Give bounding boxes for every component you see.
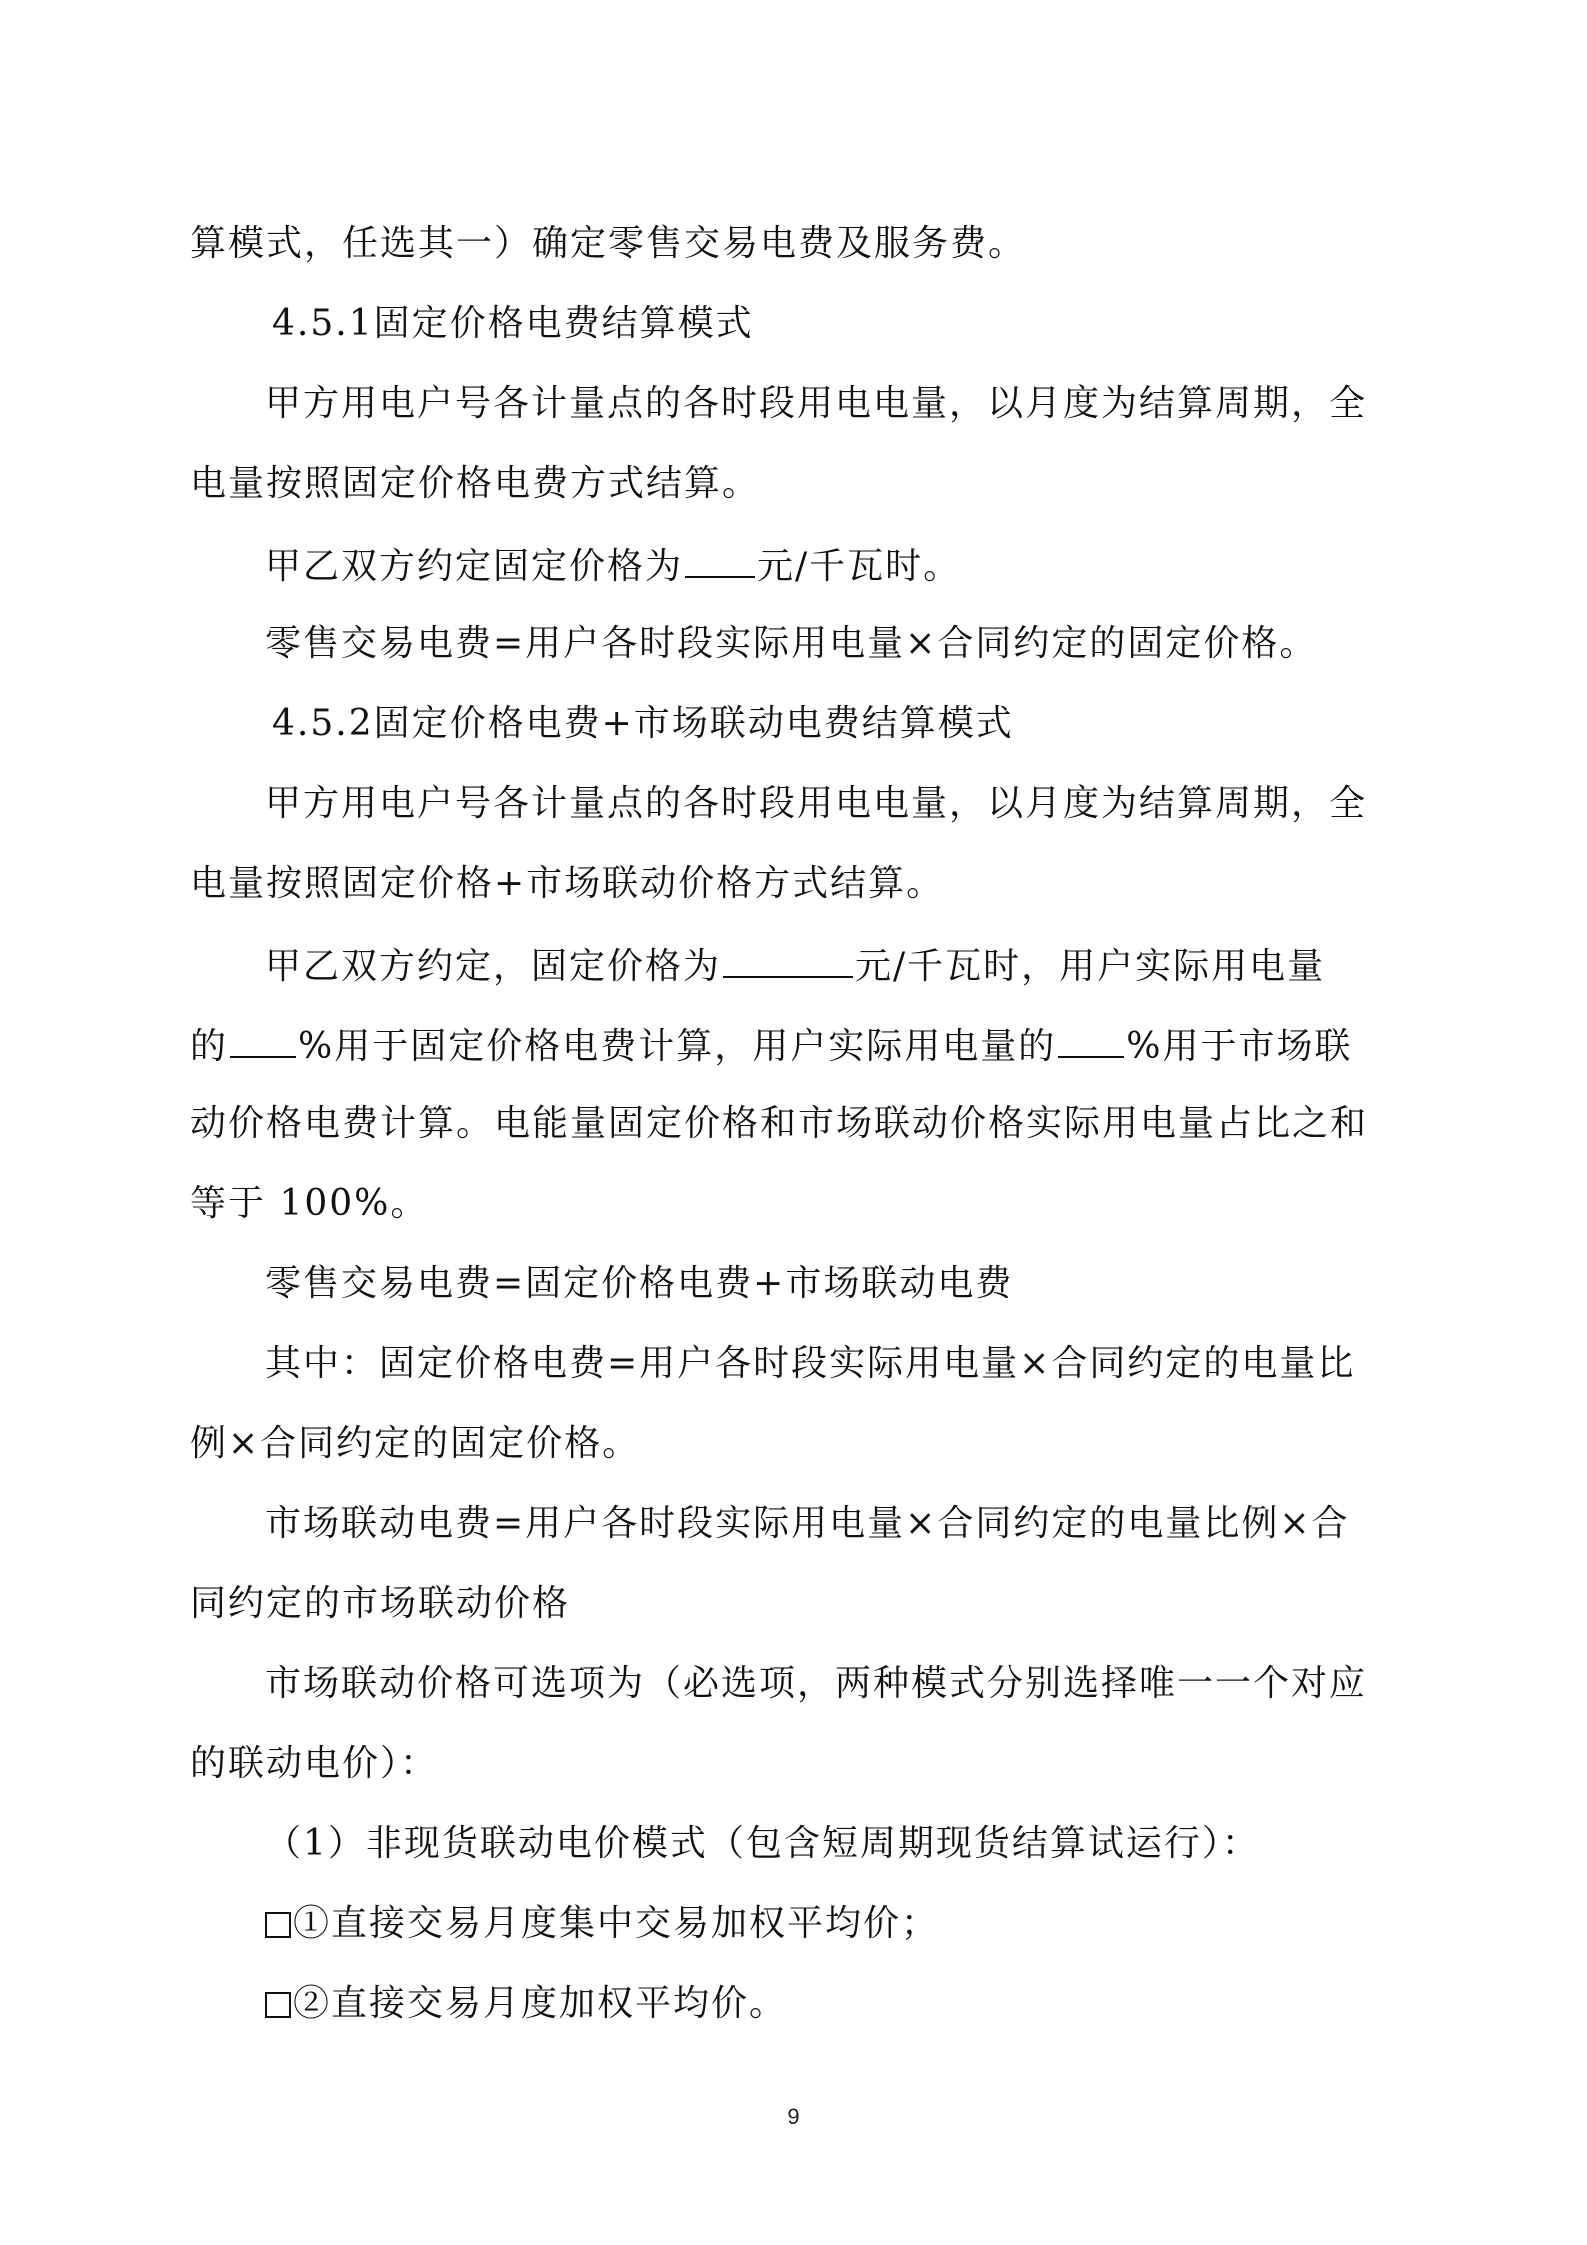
text-line: 同约定的市场联动价格 <box>190 1583 571 1624</box>
fixed-price-line <box>265 540 1485 591</box>
text-segment: 元/千瓦时。 <box>757 546 962 587</box>
fixed-price-blank[interactable] <box>685 540 755 578</box>
text-line: 甲方用电户号各计量点的各时段用电电量，以月度为结算周期，全 <box>265 383 1368 424</box>
text-line: 例×合同约定的固定价格。 <box>190 1423 641 1464</box>
checkbox-icon[interactable] <box>265 1992 291 2018</box>
page-number: 9 <box>787 2104 800 2129</box>
formula-line: 零售交易电费=固定价格电费+市场联动电费 <box>265 1263 1014 1304</box>
fixed-ratio-blank[interactable] <box>230 1020 296 1058</box>
text-line: 市场联动电费=用户各时段实际用电量×合同约定的电量比例×合 <box>265 1503 1350 1544</box>
fixed-price-blank[interactable] <box>723 940 853 978</box>
text-segment: 甲乙双方约定，固定价格为 <box>265 946 722 987</box>
text-segment: %用于市场联 <box>1126 1026 1353 1067</box>
text-line: 电量按照固定价格+市场联动价格方式结算。 <box>190 863 945 904</box>
text-line: （1）非现货联动电价模式（包含短周期现货结算试运行）： <box>265 1823 1260 1864</box>
checkbox-icon[interactable] <box>265 1912 291 1938</box>
text-line: 甲方用电户号各计量点的各时段用电电量，以月度为结算周期，全 <box>265 783 1368 824</box>
formula-line: 零售交易电费=用户各时段实际用电量×合同约定的固定价格。 <box>265 623 1318 664</box>
fixed-price-line <box>265 940 1485 991</box>
text-line: 其中：固定价格电费=用户各时段实际用电量×合同约定的电量比 <box>265 1343 1356 1384</box>
ratio-line <box>190 1020 1410 1071</box>
text-segment: 的 <box>190 1026 229 1067</box>
text-segment: 甲乙双方约定固定价格为 <box>265 546 684 587</box>
section-heading-4-5-2: 4.5.2固定价格电费+市场联动电费结算模式 <box>272 703 1014 744</box>
text-segment: %用于固定价格电费计算，用户实际用电量的 <box>298 1026 1057 1067</box>
text-line: 市场联动价格可选项为（必选项，两种模式分别选择唯一一个对应 <box>265 1663 1368 1704</box>
market-ratio-blank[interactable] <box>1058 1020 1124 1058</box>
option-1 <box>265 1900 1485 1948</box>
option-label: ①直接交易月度集中交易加权平均价； <box>293 1903 940 1944</box>
text-line: 算模式，任选其一）确定零售交易电费及服务费。 <box>190 223 1027 264</box>
text-segment: 元/千瓦时，用户实际用电量 <box>855 946 1326 987</box>
text-line: 电量按照固定价格电费方式结算。 <box>190 463 761 504</box>
text-line: 动价格电费计算。电能量固定价格和市场联动价格实际用电量占比之和 <box>190 1103 1369 1144</box>
option-2 <box>265 1980 1485 2028</box>
option-label: ②直接交易月度加权平均价。 <box>293 1983 788 2024</box>
text-line: 的联动电价）： <box>190 1743 439 1784</box>
text-line: 等于 100%。 <box>190 1183 429 1224</box>
section-heading-4-5-1: 4.5.1固定价格电费结算模式 <box>272 303 754 344</box>
